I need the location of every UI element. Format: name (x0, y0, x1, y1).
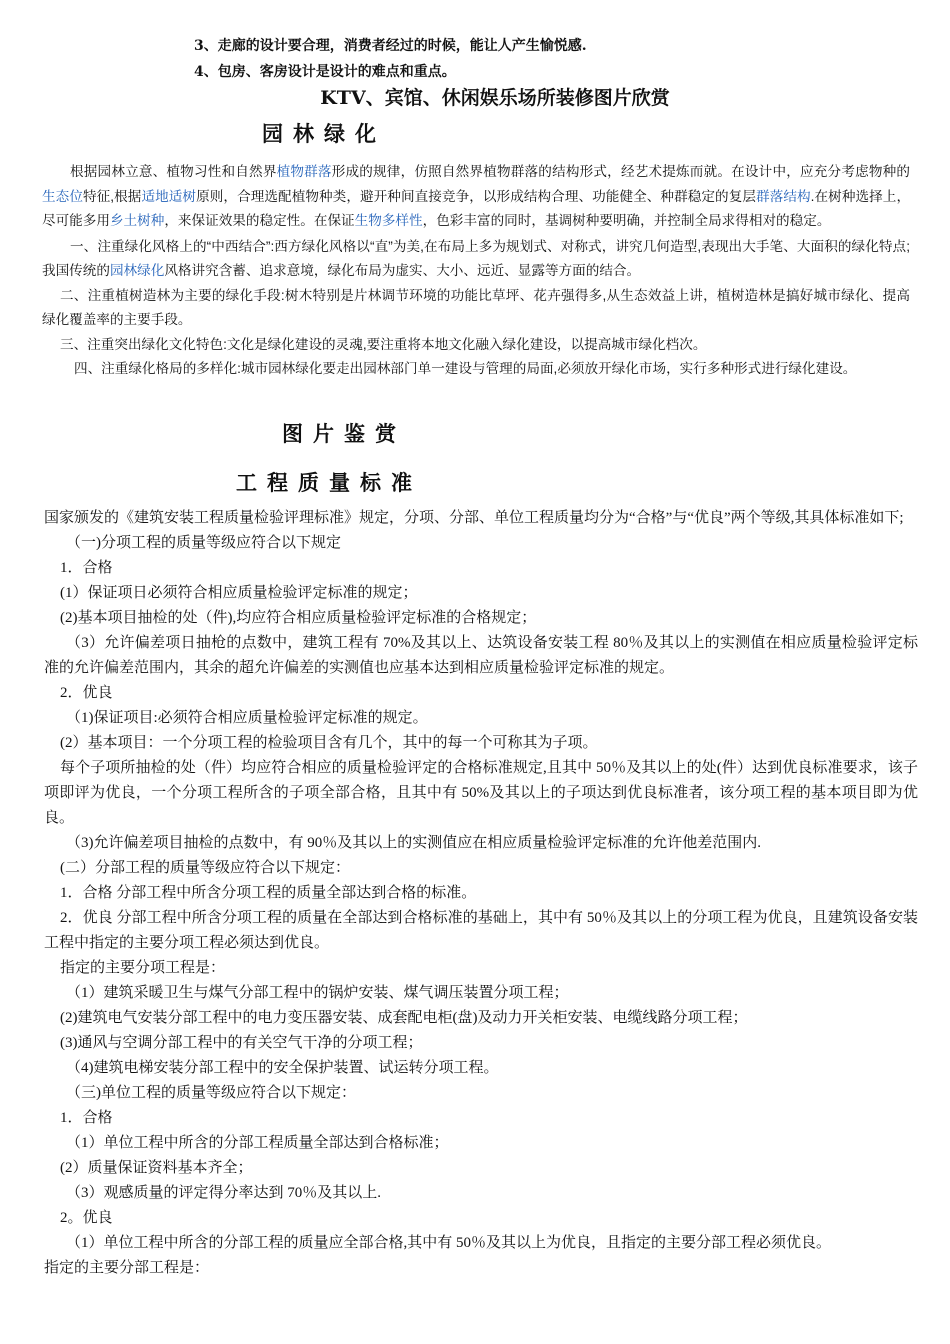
list-item: （1）单位工程中所含的分部工程的质量应全部合格,其中有 50％及其以上为优良，且指定的主要分部工程必须优良。 (66, 1235, 832, 1251)
garden-text: .在树种选择上，尽可能多用 (42, 188, 911, 228)
garden-point-2: 二、注重植树造林为主要的绿化手段:树木特别是片林调节环境的功能比草坪、花卉强得多,从生态效益上讲，植树造林是搞好城市绿化、提高绿化覆盖率的主要手段。 (42, 287, 910, 327)
list-item: 2．优良 (60, 685, 113, 701)
garden-text: ，来保证效果的稳定性。在保证 (164, 213, 355, 228)
picture-heading: 图片鉴赏 (282, 422, 406, 446)
garden-text: 根据园林立意、植物习性和自然界 (70, 164, 277, 179)
garden-text: 一、注重绿化风格上的“中西结合”:西方绿化风格以“直”为美,在布局上多为规划式、对称式，讲究几何造型,表现出大手笔、大面积的绿化特点;我国传统的 (42, 238, 910, 278)
design-point-4: 4、包房、客房设计是设计的难点和重点。 (194, 64, 456, 80)
link-niche[interactable]: 生态位 (42, 188, 83, 204)
ktv-title: KTV、宾馆、休闲娱乐场所装修图片欣赏 (320, 87, 670, 109)
quality-standards-body (44, 506, 918, 1281)
link-community-structure[interactable]: 群落结构 (756, 188, 811, 204)
garden-point-4: 四、注重绿化格局的多样化:城市园林绿化要走出园林部门单一建设与管理的局面,必须放开绿化市场，实行多种形式进行绿化建设。 (74, 361, 857, 376)
garden-section (42, 160, 910, 382)
list-item: （3）观感质量的评定得分率达到 70％及其以上. (66, 1185, 382, 1201)
list-item: (2)建筑电气安装分部工程中的电力变压器安装、成套配电柜(盘)及动力开关柜安装、电缆线路分项工程； (60, 1010, 748, 1026)
list-item: 指定的主要分项工程是： (60, 960, 226, 976)
garden-point-3: 三、注重突出绿化文化特色:文化是绿化建设的灵魂,要注重将本地文化融入绿化建设，以提高城市绿化档次。 (60, 336, 707, 352)
list-item: (2)基本项目抽检的处（件),均应符合相应质量检验评定标准的合格规定； (60, 610, 537, 626)
link-landscape-greening[interactable]: 园林绿化 (109, 263, 165, 278)
quality-heading: 工程质量标准 (236, 471, 422, 495)
subitem-heading: （一)分项工程的质量等级应符合以下规定 (66, 535, 341, 551)
list-item: 每个子项所抽检的处（件）均应符合相应的质量检验评定的合格标准规定,且其中 50％及其以上的处(件）达到优良标准要求，该子项即评为优良，一个分项工程所含的子项全部合格，且其中有 50%及其以上的子项达到优良标准者，该分项工程的基本项目即为优良。 (44, 760, 918, 826)
division-heading: (二）分部工程的质量等级应符合以下规定： (60, 860, 350, 876)
list-item: (1）保证项日必须符合相应质量检验评定标准的规定； (60, 585, 418, 601)
list-item: 1．合格 (60, 560, 113, 576)
list-item: (3)通风与空调分部工程中的有关空气干净的分项工程； (60, 1035, 423, 1051)
list-item: （1)保证项目:必须符合相应质量检验评定标准的规定。 (66, 710, 428, 726)
garden-text: 特征,根据 (82, 188, 142, 204)
list-item: 1．合格 分部工程中所含分项工程的质量全部达到合格的标准。 (60, 885, 477, 901)
unit-heading: （三)单位工程的质量等级应符合以下规定： (66, 1085, 356, 1101)
link-native-trees[interactable]: 乡土树种 (109, 213, 165, 228)
garden-text: 形成的规律，仿照自然界植物群落的结构形式，经艺术提炼而就。在设计中，应充分考虑物种的 (331, 164, 911, 179)
list-item: （1）建筑采暖卫生与煤气分部工程中的锅炉安装、煤气调压装置分项工程； (66, 985, 569, 1001)
list-item: （3)允许偏差项目抽检的点数中，有 90％及其以上的实测值应在相应质量检验评定标准的允许他差范围内. (66, 835, 761, 851)
garden-heading: 园林绿化 (262, 122, 386, 146)
list-item: 1．合格 (60, 1110, 113, 1126)
list-item: 指定的主要分部工程是： (44, 1260, 210, 1276)
list-item: 2。优良 (60, 1210, 113, 1226)
garden-point-1 (42, 235, 910, 284)
link-right-tree-right-place[interactable]: 适地适树 (141, 188, 197, 204)
garden-text: ，色彩丰富的同时，基调树种要明确，并控制全局求得相对的稳定。 (422, 213, 831, 228)
garden-text: 风格讲究含蓄、追求意境，绿化布局为虚实、大小、远近、显露等方面的结合。 (164, 263, 641, 278)
garden-text: 原则，合理选配植物种类，避开种间直接竞争，以形成结构合理、功能健全、种群稳定的复层 (196, 188, 757, 204)
list-item: （3）允许偏差项日抽枪的点数中，建筑工程有 70%及其以上、达筑设备安装工程 80％及其以上的实测值在相应质量检验评定标准的允许偏差范围内，其余的超允许偏差的实测值也应基本达到相应质量检验评定标准的规定。 (44, 635, 918, 676)
list-item: (2）质量保证资料基本齐全； (60, 1160, 253, 1176)
list-item: （4)建筑电梯安装分部工程中的安全保护装置、试运转分项工程。 (66, 1060, 499, 1076)
quality-intro: 国家颁发的《建筑安装工程质量检验评理标准》规定，分项、分部、单位工程质量均分为“合格”与“优良”两个等级,其具体标准如下; (44, 510, 904, 526)
garden-intro-paragraph (42, 160, 910, 234)
list-item: 2．优良 分部工程中所含分项工程的质量在全部达到合格标准的基础上，其中有 50％及其以上的分项工程为优良，且建筑设备安装工程中指定的主要分项工程必须达到优良。 (44, 910, 918, 951)
link-biodiversity[interactable]: 生物多样性 (354, 213, 423, 228)
list-item: (2）基本项目：一个分项工程的检验项目含有几个，其中的每一个可称其为子项。 (60, 735, 598, 751)
list-item: （1）单位工程中所含的分部工程质量全部达到合格标准； (66, 1135, 449, 1151)
link-plant-community[interactable]: 植物群落 (276, 164, 332, 179)
design-point-3: 3、走廊的设计要合理，消费者经过的时候，能让人产生愉悦感. (194, 38, 587, 54)
